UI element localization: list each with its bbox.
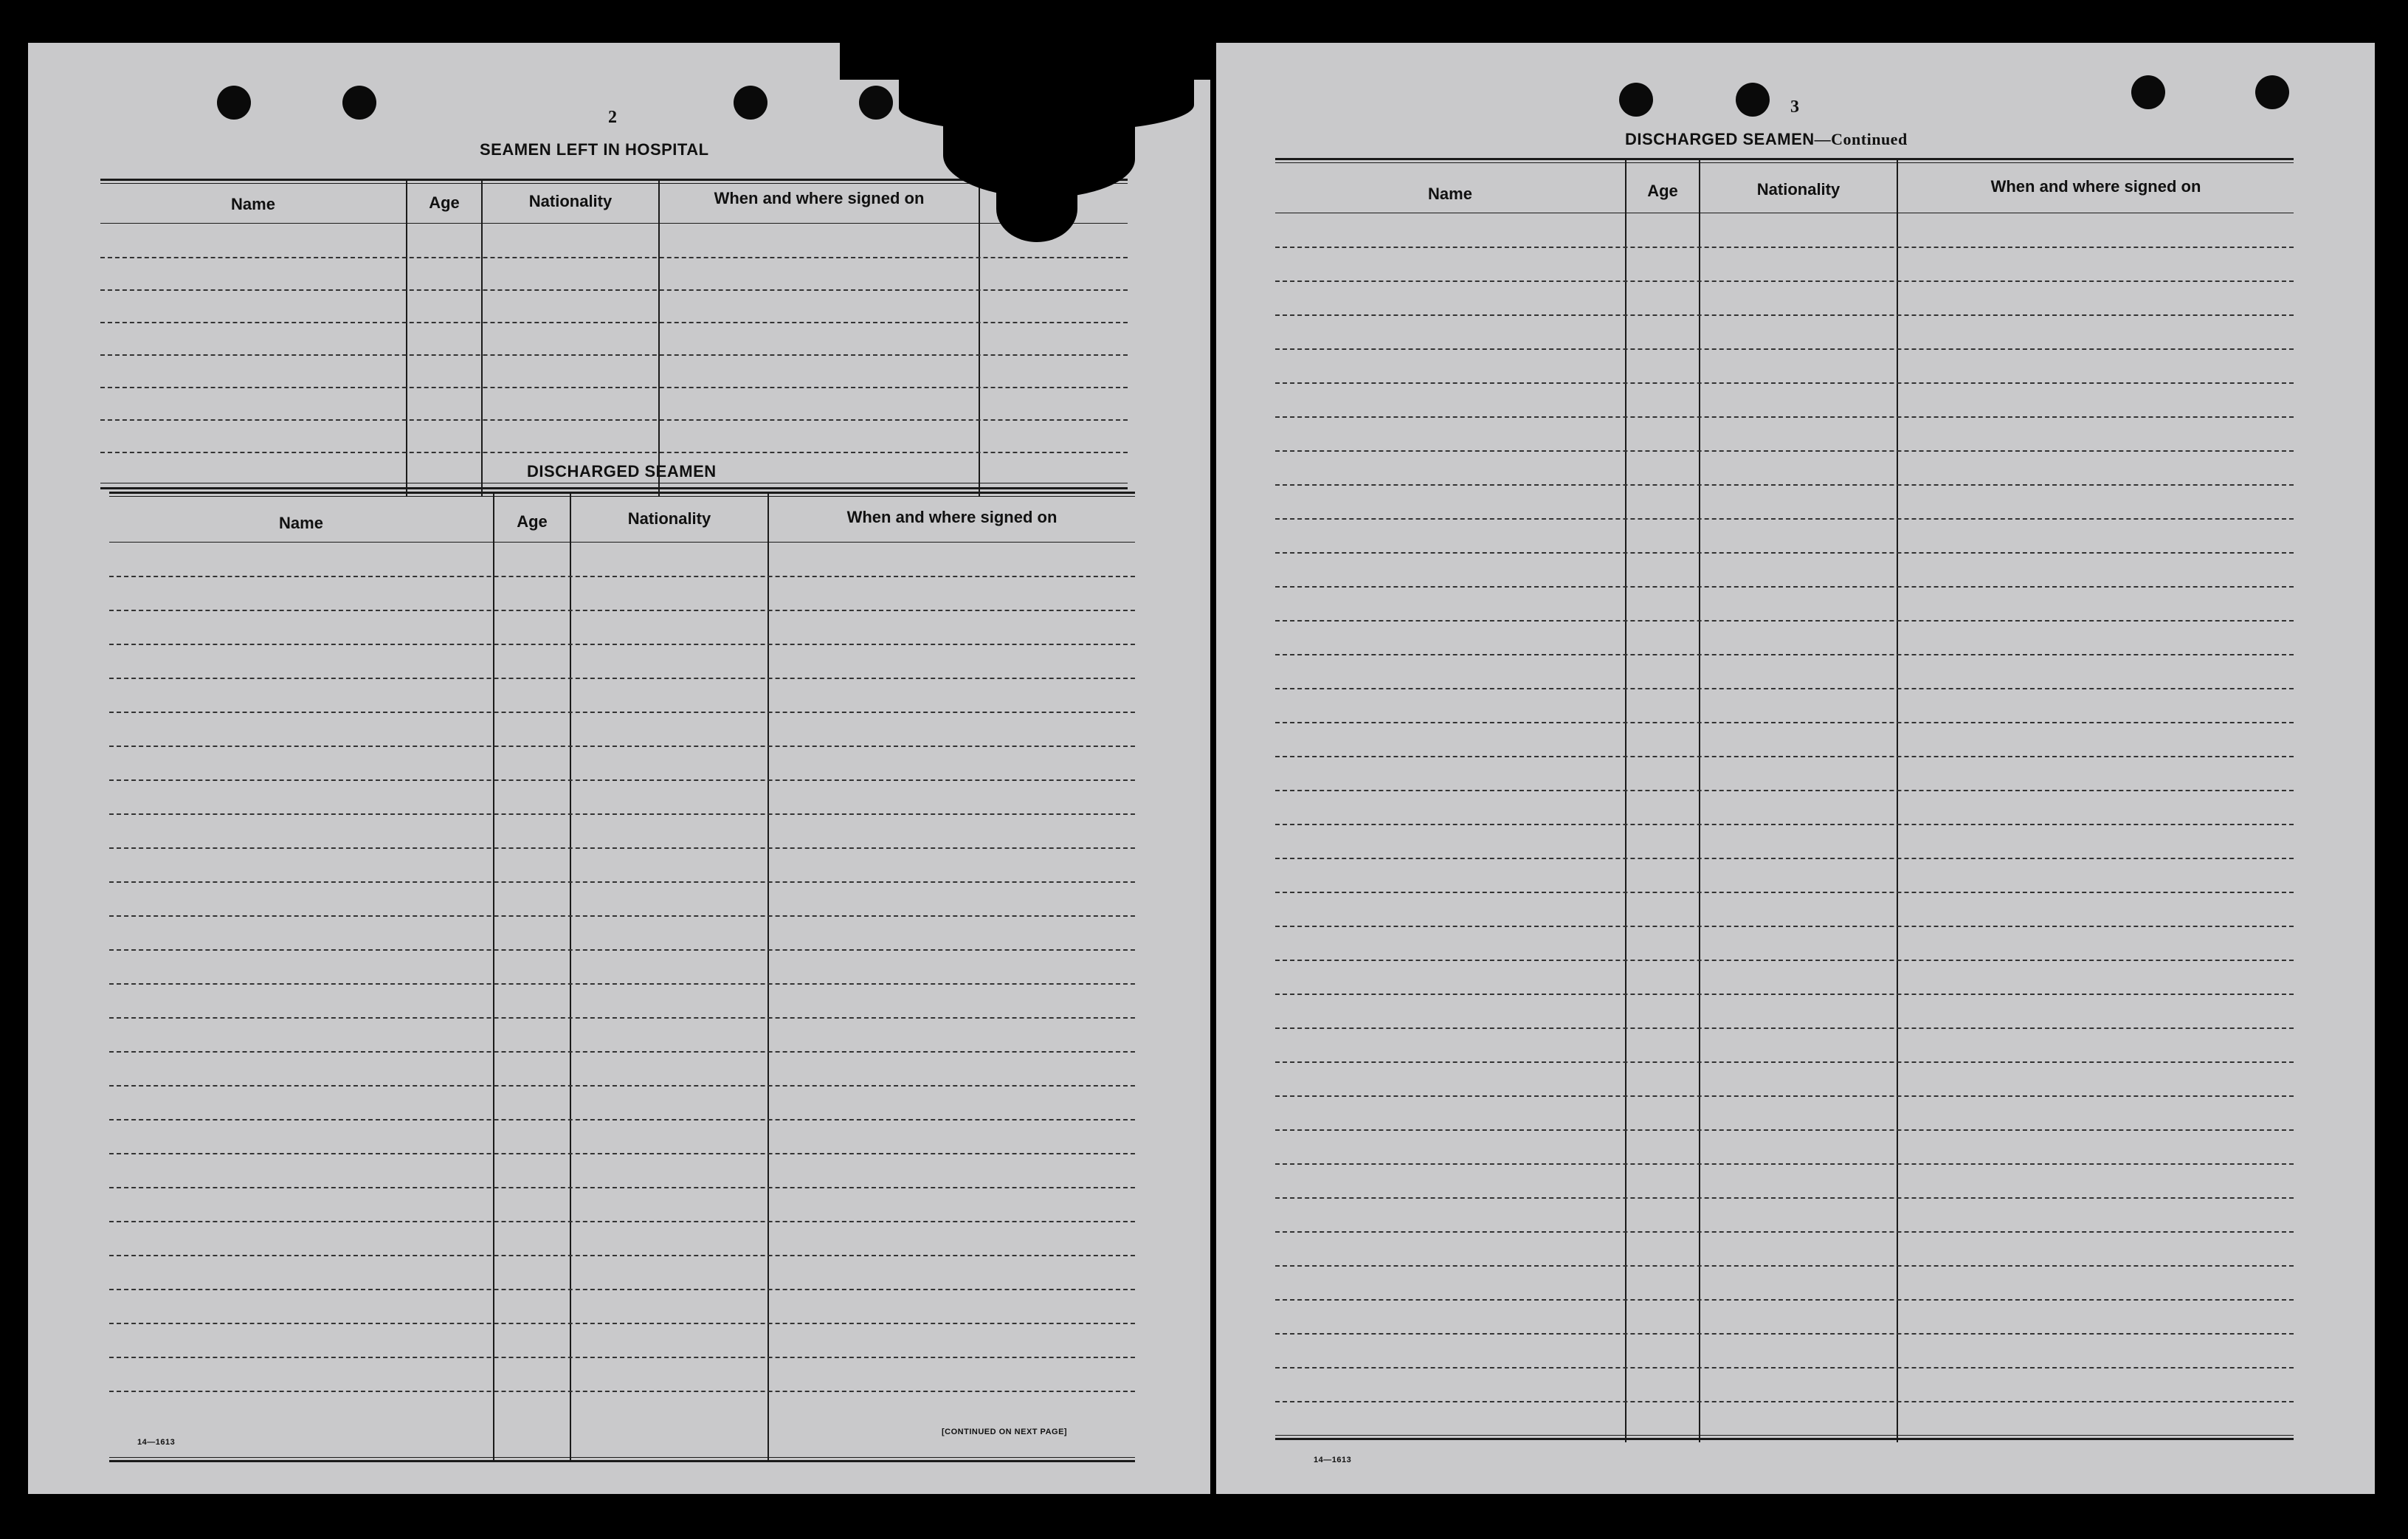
table-row: [1275, 620, 2294, 622]
table-row: [1275, 1095, 2294, 1097]
punch-hole-icon: [859, 86, 893, 120]
table-row: [109, 712, 1135, 713]
table-row: [100, 419, 1128, 421]
table-row: [109, 644, 1135, 645]
title-continued: —Continued: [1814, 130, 1908, 148]
table-row: [1275, 1163, 2294, 1165]
table-row: [109, 1289, 1135, 1290]
column-header-signed-on: When and where signed on: [1990, 177, 2201, 196]
table-row: [1275, 1401, 2294, 1402]
table-row: [1275, 348, 2294, 350]
table-row: [109, 1391, 1135, 1392]
table-row: [1275, 450, 2294, 452]
punch-hole-icon: [342, 86, 376, 120]
table-row: [109, 949, 1135, 951]
column-header-age: Age: [429, 193, 460, 212]
punch-hole-icon: [217, 86, 251, 120]
column-header-name: Name: [1428, 185, 1472, 203]
table-row: [1275, 1027, 2294, 1029]
table-row: [100, 322, 1128, 323]
table-row: [1275, 892, 2294, 893]
table-row: [109, 1051, 1135, 1053]
table-row: [1275, 790, 2294, 791]
column-header-age: Age: [517, 512, 548, 531]
table-row: [100, 354, 1128, 356]
title-main: DISCHARGED SEAMEN: [1625, 130, 1815, 148]
punch-hole-icon: [734, 86, 767, 120]
section-title-discharged: DISCHARGED SEAMEN: [527, 462, 717, 481]
column-header-nationality: Nationality: [627, 509, 711, 528]
table-row: [1275, 416, 2294, 418]
table-row: [1275, 722, 2294, 723]
page-number: 3: [1790, 97, 1799, 117]
table-row: [1275, 926, 2294, 927]
column-header-name: Name: [231, 195, 275, 213]
table-row: [1275, 247, 2294, 248]
section-title-discharged-continued: [1625, 130, 1908, 149]
left-page: [28, 43, 1210, 1494]
table-row: [1275, 688, 2294, 689]
form-number: 14—1613: [137, 1438, 176, 1447]
page-number: 2: [608, 108, 617, 127]
punch-hole-icon: [2131, 75, 2165, 109]
table-row: [109, 576, 1135, 577]
table-row: [100, 289, 1128, 291]
table-row: [109, 1153, 1135, 1154]
table-row: [100, 387, 1128, 388]
table-row: [1275, 1129, 2294, 1131]
table-row: [1275, 654, 2294, 655]
section-title-hospital: SEAMEN LEFT IN HOSPITAL: [480, 140, 709, 159]
punch-hole-icon: [2255, 75, 2289, 109]
table-row: [109, 779, 1135, 781]
table-row: [100, 452, 1128, 453]
table-row: [1275, 382, 2294, 384]
table-row: [109, 847, 1135, 849]
table-row: [1275, 1333, 2294, 1335]
table-row: [109, 1255, 1135, 1256]
table-row: [109, 678, 1135, 679]
table-row: [109, 1085, 1135, 1087]
table-row: [1275, 552, 2294, 554]
table-row: [1275, 1367, 2294, 1368]
continued-note: [CONTINUED ON NEXT PAGE]: [942, 1428, 1068, 1436]
table-row: [1275, 280, 2294, 282]
table-row: [1275, 1299, 2294, 1301]
column-header-name: Name: [279, 514, 323, 532]
column-header-nationality: Nationality: [528, 192, 613, 210]
column-header-age: Age: [1647, 182, 1678, 200]
table-row: [109, 983, 1135, 985]
table-row: [1275, 1265, 2294, 1267]
table-row: [1275, 960, 2294, 961]
table-row: [1275, 314, 2294, 316]
column-header-signed-on: When and where signed on: [846, 508, 1058, 526]
table-row: [1275, 756, 2294, 757]
table-row: [1275, 518, 2294, 520]
torn-edge: [996, 176, 1077, 242]
hospital-table: [100, 179, 1128, 496]
table-row: [1275, 484, 2294, 486]
table-row: [109, 1357, 1135, 1358]
table-row: [1275, 1197, 2294, 1199]
table-row: [1275, 824, 2294, 825]
table-row: [109, 915, 1135, 917]
right-page: [1216, 43, 2375, 1494]
table-row: [1275, 1061, 2294, 1063]
table-row: [109, 881, 1135, 883]
table-row: [1275, 994, 2294, 995]
punch-hole-icon: [1619, 83, 1653, 117]
table-row: [109, 1323, 1135, 1324]
punch-hole-icon: [1736, 83, 1770, 117]
table-row: [109, 813, 1135, 815]
form-number: 14—1613: [1314, 1456, 1352, 1464]
column-header-signed-on: When and where signed on: [714, 189, 925, 207]
table-row: [1275, 1231, 2294, 1233]
column-header-nationality: Nationality: [1756, 180, 1841, 199]
table-row: [109, 1221, 1135, 1222]
discharged-table: [109, 492, 1135, 1460]
table-row: [109, 746, 1135, 747]
table-row: [109, 1017, 1135, 1019]
table-row: [1275, 586, 2294, 588]
discharged-continued-table: [1275, 158, 2294, 1442]
table-row: [100, 257, 1128, 258]
table-row: [109, 1119, 1135, 1120]
table-row: [1275, 858, 2294, 859]
table-row: [109, 610, 1135, 611]
table-row: [109, 1187, 1135, 1188]
